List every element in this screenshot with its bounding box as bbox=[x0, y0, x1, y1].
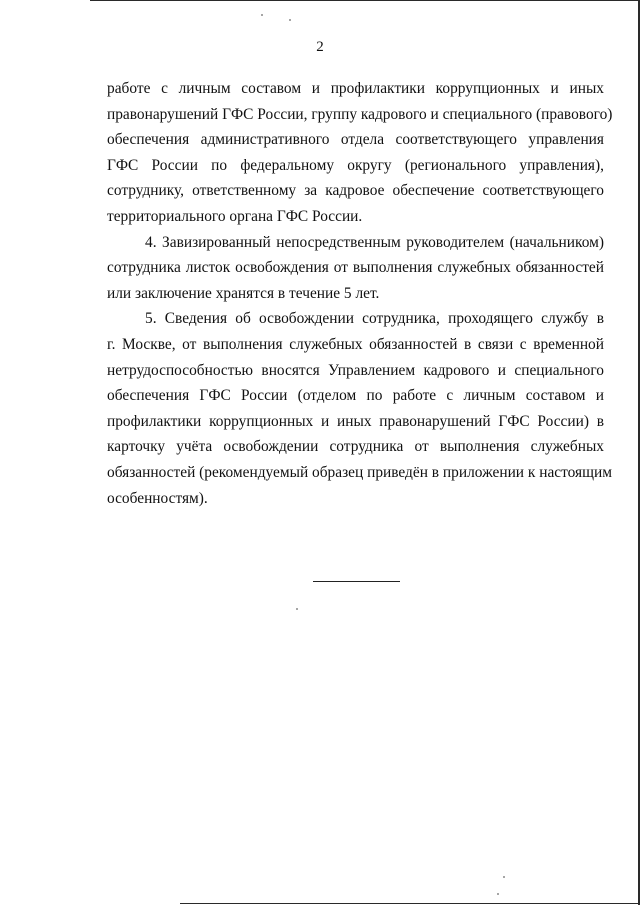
text-line: 4. Завизированный непосредственным руководителем (начальником) bbox=[145, 233, 604, 251]
scan-edge-bottom bbox=[180, 903, 640, 904]
scan-speck bbox=[503, 876, 505, 878]
text-line: территориального органа ГФС России. bbox=[107, 207, 363, 225]
text-line: обязанностей (рекомендуемый образец приведён в приложении к настоящим bbox=[107, 463, 612, 481]
text-line: особенностям). bbox=[107, 489, 208, 507]
text-line: правонарушений ГФС России, группу кадрового и специального (правового) bbox=[107, 105, 613, 123]
end-of-text-rule bbox=[313, 581, 400, 582]
page-number: 2 bbox=[316, 39, 324, 55]
scan-speck bbox=[497, 893, 499, 895]
document-body bbox=[107, 76, 613, 511]
text-line: обеспечения административного отдела соответствующего управления bbox=[107, 131, 604, 149]
text-line: или заключение хранятся в течение 5 лет. bbox=[107, 284, 380, 302]
scan-speck bbox=[261, 14, 263, 16]
paragraph-item-4 bbox=[107, 230, 604, 307]
paragraph-continuation bbox=[107, 76, 613, 230]
text-line: работе с личным составом и профилактики коррупционных и иных bbox=[107, 80, 604, 97]
text-line: нетрудоспособностью вносятся Управлением кадрового и специального bbox=[107, 361, 604, 379]
paragraph-item-5 bbox=[107, 306, 612, 511]
text-line: профилактики коррупционных и иных правонарушений ГФС России) в bbox=[107, 412, 604, 430]
scan-speck bbox=[289, 19, 291, 21]
text-line: 5. Сведения об освобождении сотрудника, проходящего службу в bbox=[145, 310, 604, 328]
text-line: г. Москве, от выполнения служебных обязанностей в связи с временной bbox=[107, 335, 604, 353]
text-line: сотрудника листок освобождения от выполнения служебных обязанностей bbox=[107, 259, 604, 277]
scan-edge-top bbox=[90, 0, 640, 1]
text-line: карточку учёта освобождении сотрудника от выполнения служебных bbox=[107, 438, 604, 456]
text-line: обеспечения ГФС России (отделом по работе с личным составом и bbox=[107, 387, 604, 405]
scan-speck bbox=[296, 608, 298, 610]
text-line: сотруднику, ответственному за кадровое обеспечение соответствующего bbox=[107, 182, 604, 200]
text-line: ГФС России по федеральному округу (регионального управления), bbox=[107, 156, 604, 174]
